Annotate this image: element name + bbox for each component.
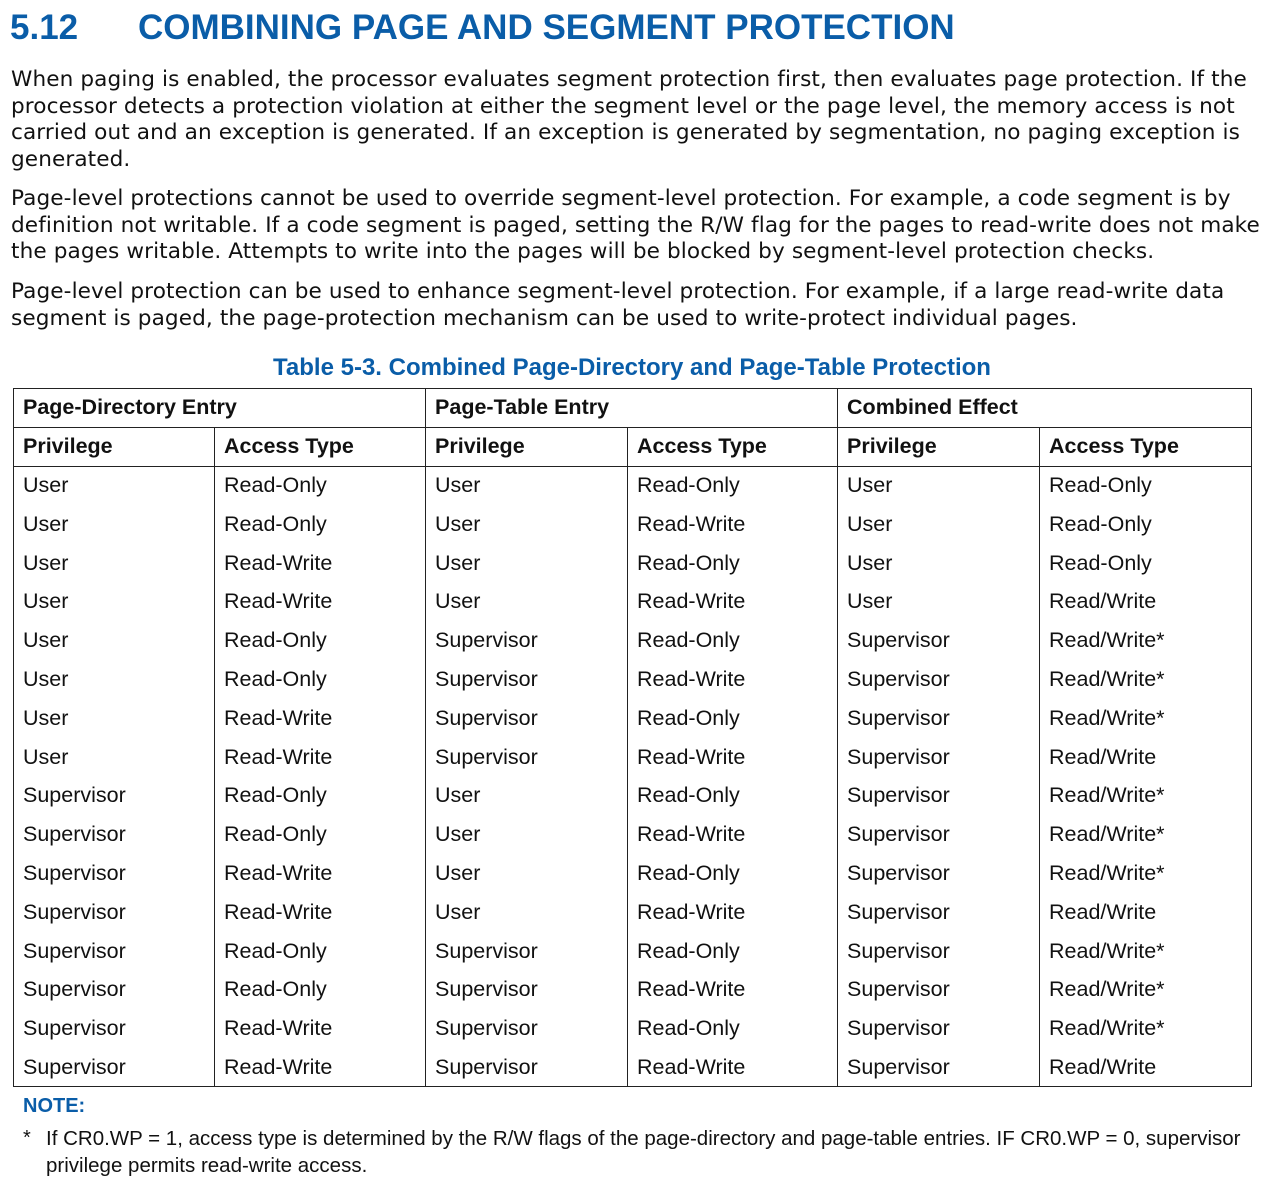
table-cell: Supervisor xyxy=(838,621,1040,660)
table-cell: Read/Write* xyxy=(1040,1009,1252,1048)
table-cell: Read-Write xyxy=(628,738,838,777)
table-cell: Read-Write xyxy=(215,582,426,621)
table-cell: Read/Write xyxy=(1040,738,1252,777)
table-cell: Read/Write* xyxy=(1040,970,1252,1009)
table-cell: Read-Only xyxy=(628,466,838,505)
table-cell: User xyxy=(23,744,69,769)
table-cell: Read-Only xyxy=(628,932,838,971)
table-cell: Supervisor xyxy=(426,621,628,660)
table-cell: Read/Write* xyxy=(1040,815,1252,854)
table-cell: Read/Write* xyxy=(1040,660,1252,699)
table-cell: Read-Write xyxy=(215,699,426,738)
table-cell: Read-Only xyxy=(215,621,426,660)
table-row xyxy=(14,544,1252,583)
table-cell: Read/Write xyxy=(1040,582,1252,621)
table-cell: Supervisor xyxy=(838,1048,1040,1087)
table-cell: User xyxy=(426,544,628,583)
table-cell: Read-Only xyxy=(1040,544,1252,583)
table-cell: Read-Only xyxy=(628,621,838,660)
table-cell: User xyxy=(23,550,69,575)
table-cell: User xyxy=(23,666,69,691)
table-cell: User xyxy=(426,505,628,544)
table-cell: Read-Write xyxy=(215,544,426,583)
table-cell: Supervisor xyxy=(426,932,628,971)
paragraph: Page-level protections cannot be used to override segment-level protection. For example, a code segment is by definition not writable. If a code segment is paged, setting the R/W flag for the pages to read-write does not make the pages writable. Attempts to write into the pages will be blocked by segment-level protection checks. xyxy=(11,186,1260,265)
table-row xyxy=(14,738,1252,777)
table-cell: Supervisor xyxy=(838,893,1040,932)
table-cell: Supervisor xyxy=(23,783,126,808)
table-subheader-row xyxy=(14,427,1252,466)
table-cell: Read/Write* xyxy=(1040,699,1252,738)
column-header: Access Type xyxy=(215,427,426,466)
group-header-page-directory: Page-Directory Entry xyxy=(14,389,426,428)
table-row xyxy=(14,505,1252,544)
table-cell: User xyxy=(838,505,1040,544)
table-cell: User xyxy=(23,705,69,730)
table-cell: User xyxy=(838,544,1040,583)
table-cell: Read-Only xyxy=(215,776,426,815)
table-cell: Read-Only xyxy=(215,660,426,699)
table-cell: User xyxy=(23,628,69,653)
table-row xyxy=(14,893,1252,932)
table-cell: User xyxy=(23,511,69,536)
table-title: Table 5-3. Combined Page-Directory and Page-Table Protection xyxy=(273,354,991,381)
column-header: Privilege xyxy=(838,427,1040,466)
table-cell: Supervisor xyxy=(23,860,126,885)
table-cell: Supervisor xyxy=(23,1054,126,1079)
table-row xyxy=(14,660,1252,699)
note-label: NOTE: xyxy=(23,1095,86,1117)
column-header: Access Type xyxy=(628,427,838,466)
table-cell: Supervisor xyxy=(838,1009,1040,1048)
table-cell: Read-Write xyxy=(628,505,838,544)
table-row xyxy=(14,699,1252,738)
table-cell: Read-Only xyxy=(215,932,426,971)
table-cell: Supervisor xyxy=(23,899,126,924)
column-header: Privilege xyxy=(14,427,215,466)
table-cell: Supervisor xyxy=(838,660,1040,699)
table-row xyxy=(14,932,1252,971)
table-cell: Read-Write xyxy=(628,815,838,854)
table-row xyxy=(14,466,1252,505)
table-cell: Read-Write xyxy=(215,1009,426,1048)
table-cell: Supervisor xyxy=(23,1016,126,1041)
table-cell: User xyxy=(23,589,69,614)
table-cell: Read-Only xyxy=(215,815,426,854)
paragraph: When paging is enabled, the processor evaluates segment protection first, then evaluates page protection. If the processor detects a protection violation at either the segment level or the page level, the memory access is not carried out and an exception is generated. If an exception is generated by segmentation, no paging exception is generated. xyxy=(11,67,1247,172)
table-cell: User xyxy=(838,582,1040,621)
table-cell: Supervisor xyxy=(838,699,1040,738)
protection-table xyxy=(13,388,1252,1087)
table-cell: Read/Write xyxy=(1040,1048,1252,1087)
table-cell: Supervisor xyxy=(838,776,1040,815)
table-cell: Supervisor xyxy=(838,854,1040,893)
table-cell: Read-Only xyxy=(215,466,426,505)
table-cell: User xyxy=(426,854,628,893)
table-cell: Read-Write xyxy=(628,1048,838,1087)
table-cell: Read-Only xyxy=(628,544,838,583)
table-cell: User xyxy=(426,466,628,505)
table-cell: Supervisor xyxy=(426,1048,628,1087)
table-row xyxy=(14,776,1252,815)
table-cell: Read/Write* xyxy=(1040,621,1252,660)
table-cell: Read-Write xyxy=(628,660,838,699)
table-cell: Supervisor xyxy=(23,977,126,1002)
table-row xyxy=(14,1009,1252,1048)
table-cell: Supervisor xyxy=(838,932,1040,971)
table-cell: Supervisor xyxy=(838,738,1040,777)
table-cell: Supervisor xyxy=(23,822,126,847)
table-cell: Read-Only xyxy=(1040,505,1252,544)
table-row xyxy=(14,621,1252,660)
section-title: COMBINING PAGE AND SEGMENT PROTECTION xyxy=(138,8,955,47)
section-heading xyxy=(10,8,955,48)
column-header: Privilege xyxy=(426,427,628,466)
table-cell: Read-Write xyxy=(628,893,838,932)
table-cell: Read-Only xyxy=(628,776,838,815)
table-cell: Read-Write xyxy=(215,1048,426,1087)
group-header-page-table: Page-Table Entry xyxy=(426,389,838,428)
table-cell: Read-Only xyxy=(1040,466,1252,505)
column-header: Access Type xyxy=(1040,427,1252,466)
table-cell: Supervisor xyxy=(838,815,1040,854)
table-cell: Read-Only xyxy=(628,1009,838,1048)
table-cell: Read-Write xyxy=(215,893,426,932)
table-cell: Read/Write* xyxy=(1040,854,1252,893)
table-cell: Supervisor xyxy=(426,699,628,738)
table-cell: Supervisor xyxy=(426,1009,628,1048)
table-cell: Supervisor xyxy=(23,938,126,963)
table-cell: User xyxy=(838,466,1040,505)
table-cell: Read-Only xyxy=(215,970,426,1009)
table-cell: Read-Write xyxy=(628,582,838,621)
table-cell: Read-Only xyxy=(628,699,838,738)
table-cell: Supervisor xyxy=(426,738,628,777)
table-cell: Read-Only xyxy=(628,854,838,893)
table-cell: Read/Write xyxy=(1040,893,1252,932)
table-body xyxy=(14,466,1252,1087)
table-cell: Read/Write* xyxy=(1040,776,1252,815)
table-cell: Read-Write xyxy=(215,738,426,777)
note-marker: * xyxy=(23,1127,31,1149)
table-row xyxy=(14,815,1252,854)
table-cell: Supervisor xyxy=(426,970,628,1009)
table-cell: Supervisor xyxy=(838,970,1040,1009)
table-cell: Read-Only xyxy=(215,505,426,544)
table-row xyxy=(14,854,1252,893)
table-cell: Read-Write xyxy=(215,854,426,893)
group-header-combined-effect: Combined Effect xyxy=(838,389,1252,428)
table-group-header-row xyxy=(14,389,1252,428)
section-number: 5.12 xyxy=(10,8,79,47)
table-cell: Read/Write* xyxy=(1040,932,1252,971)
paragraph: Page-level protection can be used to enhance segment-level protection. For example, if a large read-write data segment is paged, the page-protection mechanism can be used to write-protect individual pages. xyxy=(11,279,1225,331)
table-row xyxy=(14,582,1252,621)
table-cell: Supervisor xyxy=(426,660,628,699)
table-row xyxy=(14,970,1252,1009)
table-cell: User xyxy=(23,473,69,498)
table-cell: User xyxy=(426,815,628,854)
table-cell: User xyxy=(426,776,628,815)
table-row xyxy=(14,1048,1252,1087)
table-cell: User xyxy=(426,582,628,621)
note-text: If CR0.WP = 1, access type is determined by the R/W flags of the page-directory and page-table entries. IF CR0.WP = 0, supervisor privilege permits read-write access. xyxy=(46,1127,1241,1177)
table-cell: User xyxy=(426,893,628,932)
table-cell: Read-Write xyxy=(628,970,838,1009)
